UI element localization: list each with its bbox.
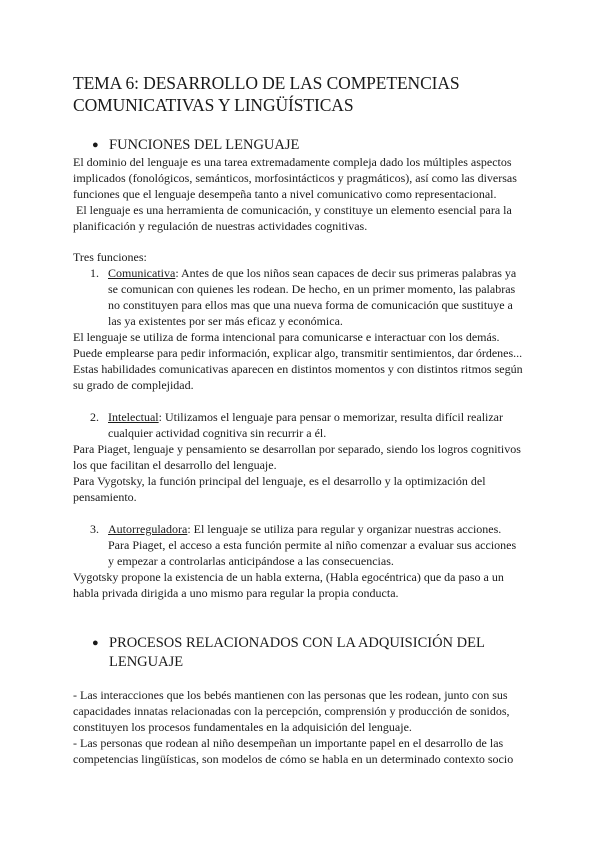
- list-item-text: y empezar a controlarlas anticipándose a las consecuencias.: [108, 554, 394, 568]
- intro-line: implicados (fonológicos, semánticos, morfosintácticos y pragmáticos), así como las diversas: [73, 171, 517, 185]
- list-item-autorreguladora: [108, 521, 501, 537]
- list-item-intelectual: [108, 409, 503, 425]
- list-item-text: se comunican con quienes les rodean. De hecho, en un primer momento, las palabras: [108, 282, 516, 296]
- paragraph-line: constituyen los procesos fundamentales en la adquisición del lenguaje.: [73, 720, 412, 734]
- paragraph-line: capacidades innatas relacionadas con la percepción, comprensión y producción de sonidos,: [73, 704, 510, 718]
- list-number: 3.: [90, 522, 99, 536]
- bullet-icon: ●: [92, 139, 99, 151]
- paragraph-line: Vygotsky propone la existencia de un habla externa, (Habla egocéntrica) que da paso a un: [73, 570, 504, 584]
- list-item-text: Para Piaget, el acceso a esta función permite al niño comenzar a evaluar sus acciones: [108, 538, 517, 552]
- paragraph-line: competencias lingüísticas, son modelos de cómo se habla en un determinado contexto socio: [73, 752, 514, 766]
- intro-line: El dominio del lenguaje es una tarea extremadamente compleja dado los múltiples aspectos: [73, 155, 512, 169]
- title-line-2: COMUNICATIVAS Y LINGÜÍSTICAS: [73, 95, 354, 115]
- title-line-1: TEMA 6: DESARROLLO DE LAS COMPETENCIAS: [73, 73, 460, 93]
- heading-line: PROCESOS RELACIONADOS CON LA ADQUISICIÓN DEL: [109, 635, 485, 651]
- paragraph-line: pensamiento.: [73, 490, 137, 504]
- section-heading-text: FUNCIONES DEL LENGUAJE: [109, 137, 300, 153]
- heading-line: LENGUAJE: [109, 654, 184, 670]
- document-title: [73, 72, 543, 116]
- list-number: 2.: [90, 410, 99, 424]
- paragraph-line: Puede emplearse para pedir información, explicar algo, transmitir sentimientos, dar órdenes...: [73, 346, 523, 360]
- paragraph-line: Estas habilidades comunicativas aparecen en distintos momentos y con distintos ritmos según: [73, 362, 523, 376]
- list-item-text: : Antes de que los niños sean capaces de decir sus primeras palabras ya: [175, 266, 517, 280]
- section-heading-text: [109, 634, 549, 672]
- paragraph-line: - Las interacciones que los bebés mantienen con las personas que les rodean, junto con sus: [73, 688, 508, 702]
- paragraph-line: los que facilitan el desarrollo del lenguaje.: [73, 458, 277, 472]
- term-autorreguladora: Autorreguladora: [108, 522, 188, 536]
- list-number: 1.: [90, 266, 99, 280]
- list-item-comunicativa: [108, 265, 516, 281]
- paragraph-line: Para Vygotsky, la función principal del lenguaje, es el desarrollo y la optimización del: [73, 474, 486, 488]
- term-comunicativa: Comunicativa: [108, 266, 176, 280]
- intro-line: planificación y regulación de nuestras actividades cognitivas.: [73, 219, 368, 233]
- paragraph-line: su grado de complejidad.: [73, 378, 194, 392]
- paragraph-line: habla privada dirigida a uno mismo para regular la propia conducta.: [73, 586, 399, 600]
- paragraph-line: El lenguaje se utiliza de forma intencional para comunicarse e interactuar con los demás.: [73, 330, 500, 344]
- intro-line: funciones que el lenguaje desempeña tanto a nivel comunicativo como representacional.: [73, 187, 497, 201]
- list-item-text: cualquier actividad cognitiva sin recurrir a él.: [108, 426, 327, 440]
- bullet-icon: ●: [92, 637, 99, 649]
- paragraph-line: Para Piaget, lenguaje y pensamiento se desarrollan por separado, siendo los logros cognitivos: [73, 442, 521, 456]
- list-item-text: no constituyen para ellos mas que una nueva forma de comunicación que sustituye a: [108, 298, 513, 312]
- list-item-text: : Utilizamos el lenguaje para pensar o memorizar, resulta difícil realizar: [158, 410, 504, 424]
- tres-funciones-label: Tres funciones:: [73, 250, 147, 264]
- term-intelectual: Intelectual: [108, 410, 159, 424]
- paragraph-line: - Las personas que rodean al niño desempeñan un importante papel en el desarrollo de las: [73, 736, 504, 750]
- list-item-text: : El lenguaje se utiliza para regular y organizar nuestras acciones.: [187, 522, 502, 536]
- list-item-text: las ya existentes por ser más eficaz y económica.: [108, 314, 343, 328]
- intro-line: El lenguaje es una herramienta de comunicación, y constituye un elemento esencial para la: [73, 203, 512, 217]
